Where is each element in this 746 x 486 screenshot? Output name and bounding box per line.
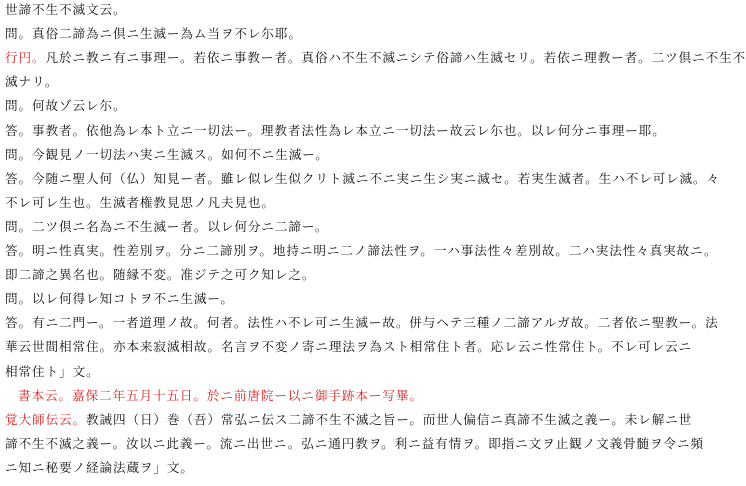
line-text: 不レ可レ生也。生滅者権教見思ノ凡夫見也。 <box>5 194 275 210</box>
line-text: 滅ナリ。 <box>5 74 59 90</box>
heading-label: 書本云。嘉保二年五月十五日。於ニ前唐院ー以ニ御手跡本ー写畢。 <box>18 387 423 403</box>
line-text: 相常住ト」文。 <box>5 363 100 379</box>
text-line <box>18 386 610 406</box>
text-line <box>5 362 597 382</box>
text-line <box>5 24 597 44</box>
text-line <box>5 193 597 213</box>
line-text: 答。事教者。依他為レ本ト立ニ一切法ー。理教者法性為レ本立ニ一切法ー故云レ尓也。以レ何分ニ事理ー耶。 <box>5 122 666 138</box>
text-line <box>5 265 597 285</box>
text-line <box>5 0 597 20</box>
line-text: 答。明ニ性真実。性差別ヲ。分ニ二諦別ヲ。地持ニ明ニ二ノ諦法性ヲ。一ハ事法性々差別故。二ハ実法性々真実故ニ。 <box>5 243 718 258</box>
text-line <box>5 337 693 357</box>
text-line <box>5 241 718 261</box>
line-text: 答。有ニ二門ー。一者道理ノ故。何者。法性ハ不レ可ニ生滅ー故。併与ヘテ三種ノ二諦アルガ故。二者依ニ聖教ー。法 <box>5 315 719 331</box>
text-line <box>5 169 721 189</box>
text-line <box>5 72 597 92</box>
line-text: 即二諦之異名也。随縁不変。准ジテ之可ク知レ之。 <box>5 267 316 283</box>
line-text: 答。今随ニ聖人何（仏）知見ー者。雖レ似レ生似クリト滅ニ不ニ実ニ生シ実ニ滅セ。若実生滅者。生ハ不レ可レ滅。々 <box>5 170 721 186</box>
text-line <box>5 434 705 454</box>
text-line <box>5 145 597 165</box>
line-text: 華云世間相常住。亦本来寂滅相故。名言ヲ不変ノ寄ニ理法ヲ為スト相常住ト者。応レ云ニ性常住ト。不レ可レ云ニ <box>5 339 693 355</box>
text-line <box>5 289 597 309</box>
heading-label: 覚大師伝云。 <box>5 411 86 427</box>
line-text: 諦不生不滅之義ー。汝以ニ此義ー。流ニ出世ニ。弘ニ通円教ヲ。利ニ益有情ヲ。即指ニ文ヲ止観ノ文義骨髄ヲ令ニ頻 <box>5 435 705 451</box>
line-text: 教誡四（日）巻（吾）常弘ニ伝ス二諦不生不滅之旨ー。而世人偏信ニ真諦不生滅之義ー。未レ解ニ世 <box>85 411 693 427</box>
line-text: 世諦不生不滅文云。 <box>5 2 127 17</box>
line-text: 問。今観見ノ一切法ハ実ニ生滅ス。如何不ニ生滅ー。 <box>5 146 329 162</box>
line-text: 問。以レ何得レ知コトヲ不ニ生滅ー。 <box>5 291 234 307</box>
line-text: 問。何故ゾ云レ尓。 <box>5 98 127 114</box>
text-line <box>5 121 666 141</box>
line-text: 問。二ツ倶ニ名為ニ不生滅ー者。以レ何分ニ二諦ー。 <box>5 218 329 234</box>
text-line <box>5 217 597 237</box>
text-line <box>5 313 719 333</box>
line-text: 問。真俗二諦為ニ倶ニ生滅ー為ム当ヲ不レ尓耶。 <box>5 26 302 42</box>
text-line <box>5 458 597 478</box>
text-line <box>5 96 597 116</box>
text-line <box>5 48 746 68</box>
text-line <box>5 410 693 430</box>
line-text: 凡於ニ教ニ有ニ事理ー。若依ニ事教ー者。真俗ハ不生不滅ニシテ俗諦ハ生滅セリ。若依ニ理教ー者。二ツ倶ニ不生不 <box>45 50 746 66</box>
line-text: ニ知ニ秘要ノ経論法蔵ヲ」文。 <box>5 459 194 475</box>
heading-label: 行円。 <box>5 50 46 66</box>
